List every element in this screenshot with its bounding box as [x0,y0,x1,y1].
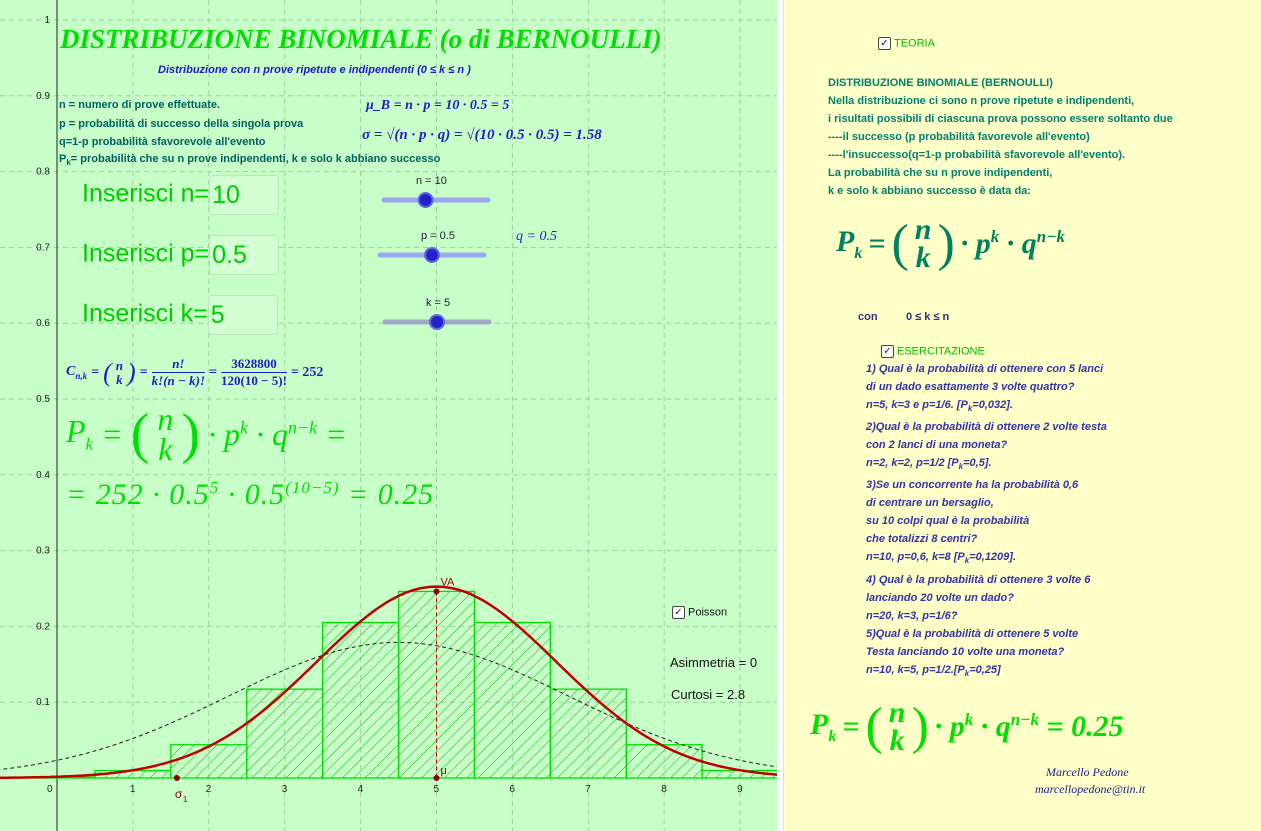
x-tick-label: 1 [129,784,136,795]
teoria-line: Nella distribuzione ci sono n prove ripetute e indipendenti, [828,95,1135,107]
result-formula: $P_k$ = ( n k ) · $p^k \cdot q^{n-k} = 0.25$ [810,695,1124,757]
input-k-label: Inserisci k= [82,299,208,328]
point-sigma [174,775,180,781]
exercise-line: su 10 colpi qual è la probabilità [866,515,1030,528]
definition-pk: $P_k=$ probabilità che su n prove indipendenti, k e solo k abbiano successo [59,153,441,168]
y-tick-label: 0.7 [36,242,50,254]
input-row-n [82,175,279,215]
exercise-line: lanciando 20 volte un dado? [866,591,1014,604]
slider-n[interactable] [380,190,492,210]
histogram-bar [626,745,702,778]
esercitazione-checkbox[interactable]: ✓ [881,345,894,358]
exercise-line: 2)Qual è la probabilità di ottenere 2 volte testa [866,421,1107,434]
input-p-field[interactable]: 0.5 [209,235,279,275]
y-tick-label: 0.6 [36,318,50,330]
sigma-formula: σ = √(n · p · q) = √(10 · 0.5 · 0.5) = 1.58 [362,127,602,143]
y-tick-label: 0.5 [36,394,50,405]
exercise-line: 3)Se un concorrente ha la probabilità 0,6 [866,479,1079,492]
author-name: Marcello Pedone [1046,765,1129,779]
exercise-line: 5)Qual è la probabilità di ottenere 5 volte [866,627,1079,640]
teoria-checkbox[interactable]: ✓ [878,37,891,50]
slider-k-handle[interactable] [430,315,444,329]
y-tick-label: 1 [44,15,50,26]
exercise-line: di centrare un bersaglio, [866,497,994,510]
input-row-p [82,235,279,275]
input-n-label: Inserisci n= [82,179,210,208]
definition-q: q=1-p probabilità sfavorevole all'evento [59,136,266,148]
con-label: con [858,311,878,323]
slider-p[interactable] [376,245,488,265]
teoria-label: TEORIA [894,37,935,50]
con-range: 0 ≤ k ≤ n [906,311,950,323]
slider-p-label: p = 0.5 [421,230,455,242]
histogram-bar [247,689,323,778]
slider-k-label: k = 5 [426,297,451,309]
input-n-field[interactable]: 10 [209,175,279,215]
histogram-bar [550,689,626,778]
y-tick-label: 0.8 [36,166,50,178]
y-tick-label: 0.1 [36,697,50,709]
x-tick-label: 9 [737,784,743,795]
exercise-line: n=5, k=3 e p=1/6. $[P_k=0,032]$. [866,399,1013,414]
x-tick-label: 2 [205,784,212,795]
poisson-toggle[interactable] [672,606,727,619]
slider-n-label: n = 10 [416,175,447,187]
exercise-line: n=20, k=3, p=1/6? [866,609,958,622]
point-va [434,588,440,594]
esercitazione-label: ESERCITAZIONE [897,345,985,358]
teoria-line: ----il successo (p probabilità favorevole all'evento) [828,131,1090,143]
exercise-line: di un dado esattamente 3 volte quattro? [866,381,1075,393]
exercise-line: n=2, k=2, p=1/2 $[P_k=0,5]$. [866,457,992,472]
exercise-line: 1) Qual è la probabilità di ottenere con 5 lanci [866,363,1104,375]
input-row-k [82,295,278,335]
input-p-label: Inserisci p= [82,239,210,268]
y-tick-label: 0.9 [36,90,50,102]
pk-formula-line1: $P_k$ = ( n k ) · $p^k \cdot q^{n-k}$ = [66,401,347,467]
x-tick-label: 4 [357,784,364,795]
q-value: q = 0.5 [516,229,557,244]
definition-n: n = numero di prove effettuate. [59,99,221,111]
teoria-toggle[interactable] [878,37,935,50]
curtosi-value: Curtosi = 2.8 [671,687,746,702]
point-mu [434,775,440,781]
exercise-line: Testa lanciando 10 volte una moneta? [866,645,1065,658]
y-tick-label: 0.2 [36,621,50,633]
teoria-line: i risultati possibili di ciascuna prova possono essere soltanto due [828,113,1173,125]
exercise-line: che totalizzi 8 centri? [866,533,978,546]
poisson-checkbox[interactable]: ✓ [672,606,685,619]
point-mu-label: μ [440,765,447,777]
point-sigma-label: σ [174,787,183,801]
x-tick-label: 3 [281,784,288,795]
x-tick-label: 6 [509,784,515,795]
teoria-line: ----l'insuccesso(q=1-p probabilità sfavorevole all'evento). [828,149,1126,161]
exercise-line: n=10, k=5, $p=1/2.[P_k=0,25]$ [866,663,1001,678]
teoria-line: k e solo k abbiano successo è data da: [828,185,1031,197]
slider-p-handle[interactable] [425,248,439,262]
exercise-line: 4) Qual è la probabilità di ottenere 3 volte 6 [866,573,1091,586]
x-tick-label: 7 [585,784,591,795]
slider-n-handle[interactable] [419,193,433,207]
page-subtitle: Distribuzione con n prove ripetute e indipendenti (0 ≤ k ≤ n ) [158,64,471,76]
author-email[interactable]: marcellopedone@tin.it [1035,782,1146,796]
asimmetria-value: Asimmetria = 0 [670,655,758,670]
exercise-line: con 2 lanci di una moneta? [866,439,1008,452]
exercise-list [866,360,1107,683]
y-tick-label: 0.4 [36,469,50,481]
teoria-line: La probabilità che su n prove indipendenti, [828,167,1053,179]
input-k-field[interactable]: 5 [208,295,278,335]
point-va-label: VA [440,576,455,589]
esercitazione-toggle[interactable] [881,345,985,358]
x-tick-label: 5 [433,784,440,795]
mu-formula: μ_B = n · p = 10 · 0.5 = 5 [366,98,510,113]
poisson-label: Poisson [688,606,728,619]
y-tick-label: 0.3 [36,545,50,557]
x-tick-label: 0 [47,784,53,795]
x-tick-label: 8 [661,784,667,795]
combination-formula: $C_{n,k}$ = ( n k ) = $\frac{n!}{k!(n - k)!}$ = $\frac{3628800}{120(10 - 5)!}$ = 252 [66,356,324,388]
slider-k[interactable] [381,312,493,332]
point-sigma-sub: 1 [182,795,188,804]
side-panel [783,0,1261,831]
definition-p: p = probabilità di successo della singola prova [59,118,304,130]
pk-formula-line2: = $252 \cdot 0.5^5 \cdot 0.5^{(10-5)} = 0.25$ [66,478,435,511]
teoria-line: DISTRIBUZIONE BINOMIALE (BERNOULLI) [828,77,1053,89]
exercise-line: n=10, p=0,6, k=8 $[P_k=0,1209]$. [866,551,1017,566]
page-title: DISTRIBUZIONE BINOMIALE (o di BERNOULLI) [60,24,662,54]
teoria-formula: $P_k$ = ( n k ) · $p^k \cdot q^{n-k}$ [836,212,1066,274]
histogram-bar [171,745,247,778]
